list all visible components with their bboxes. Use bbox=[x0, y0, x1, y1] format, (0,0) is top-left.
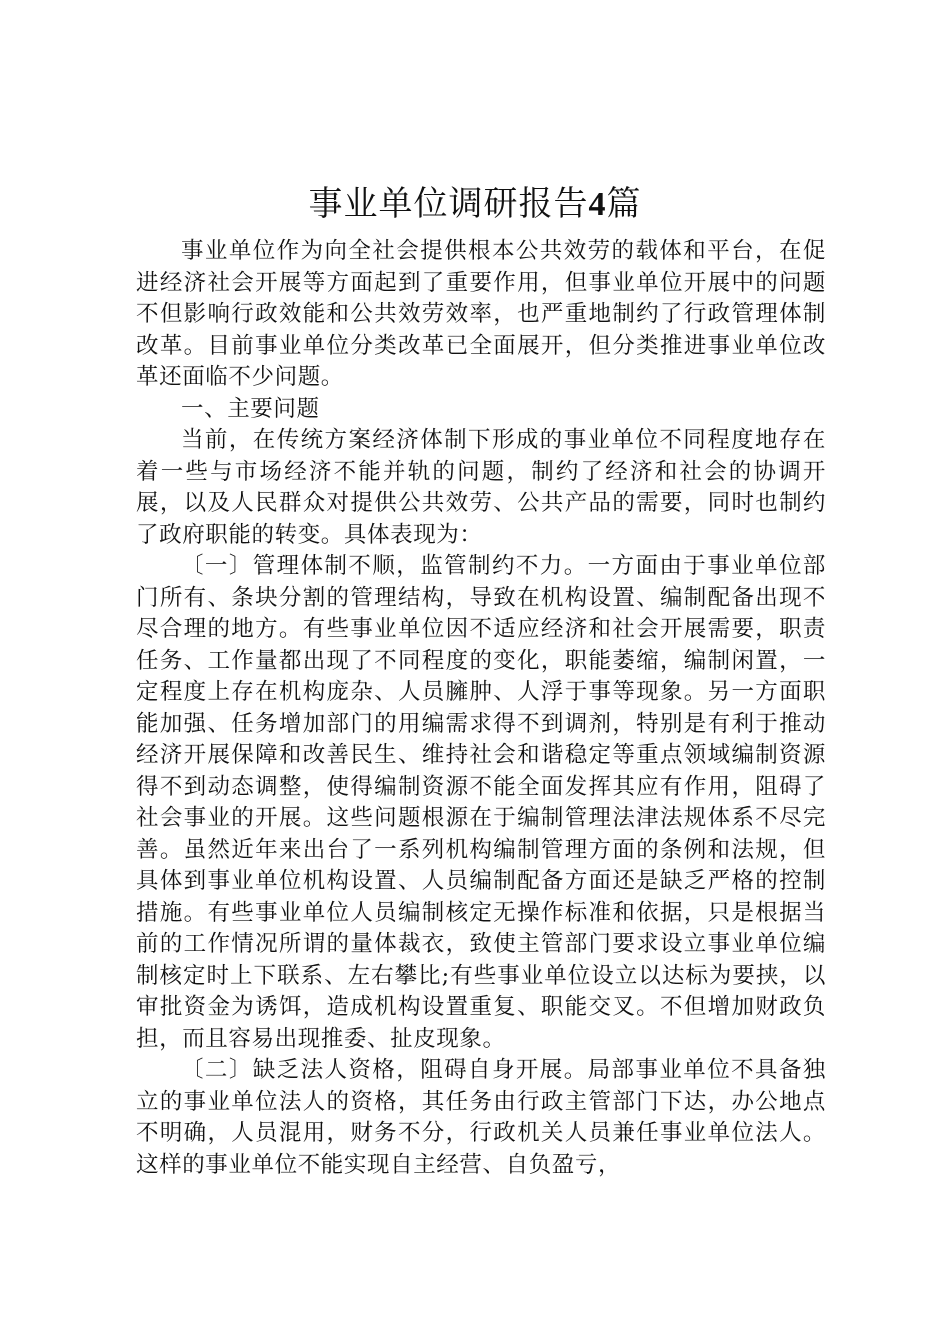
title-number: 4 bbox=[588, 186, 607, 223]
intro-paragraph: 事业单位作为向全社会提供根本公共效劳的载体和平台，在促进经济社会开展等方面起到了重要作用，但事业单位开展中的问题不但影响行政效能和公共效劳效率，也严重地制约了行政管理体制改革。目前事业单位分类改革已全面展开，但分类推进事业单位改革还面临不少问题。 bbox=[136, 238, 826, 390]
document-body bbox=[136, 236, 826, 1181]
problem-two-paragraph: 〔二〕缺乏法人资格，阻碍自身开展。局部事业单位不具备独立的事业单位法人的资格，其任务由行政主管部门下达，办公地点不明确，人员混用，财务不分，行政机关人员兼任事业单位法人。这样的事业单位不能实现自主经营、自负盈亏， bbox=[136, 1057, 826, 1178]
title-suffix: 篇 bbox=[606, 184, 642, 224]
problem-one-paragraph: 〔一〕管理体制不顺，监管制约不力。一方面由于事业单位部门所有、条块分割的管理结构，导致在机构设置、编制配备出现不尽合理的地方。有些事业单位因不适应经济和社会开展需要，职责任务、工作量都出现了不同程度的变化，职能萎缩，编制闲置，一定程度上存在机构庞杂、人员臃肿、人浮于事等现象。另一方面职能加强、任务增加部门的用编需求得不到调剂，特别是有利于推动经济开展保障和改善民生、维持社会和谐稳定等重点领域编制资源得不到动态调整，使得编制资源不能全面发挥其应有作用，阻碍了社会事业的开展。这些问题根源在于编制管理法津法规体系不尽完善。虽然近年来出台了一系列机构编制管理方面的条例和法规，但具体到事业单位机构设置、人员编制配备方面还是缺乏严格的控制措施。有些事业单位人员编制核定无操作标准和依据，只是根据当前的工作情况所谓的量体裁衣，致使主管部门要求设立事业单位编制核定时上下联系、左右攀比;有些事业单位设立以达标为要挟，以审批资金为诱饵，造成机构设置重复、职能交叉。不但增加财政负担，而且容易出现推委、扯皮现象。 bbox=[136, 553, 826, 1052]
document-title bbox=[0, 180, 950, 229]
section-heading-main-problems: 一、主要问题 bbox=[181, 395, 320, 422]
title-text: 事业单位调研报告 bbox=[308, 184, 589, 224]
overview-paragraph: 当前，在传统方案经济体制下形成的事业单位不同程度地存在着一些与市场经济不能并轨的问题，制约了经济和社会的协调开展，以及人民群众对提供公共效劳、公共产品的需要，同时也制约了政府职能的转变。具体表现为： bbox=[136, 427, 826, 548]
